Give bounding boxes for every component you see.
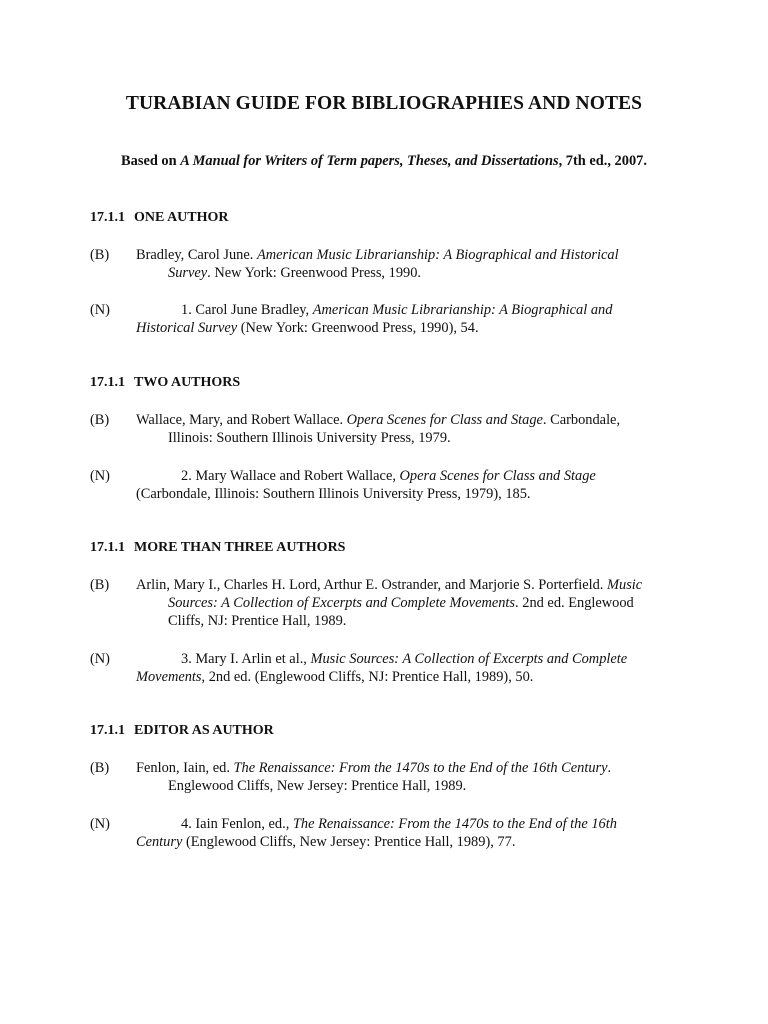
entry-line	[90, 485, 680, 503]
entry-tag: (B)	[90, 247, 110, 263]
entry-line	[90, 650, 680, 668]
entry-text: Wallace, Mary, and Robert Wallace.	[136, 412, 347, 428]
bibliography-entry	[90, 246, 680, 282]
entry-title-text: The Renaissance: From the 1470s to the End of the 16th Century	[233, 760, 608, 776]
entry-text: . Carbondale,	[542, 412, 621, 428]
entry-text: 3. Mary I. Arlin et al.,	[181, 651, 311, 667]
entry-tag: (N)	[90, 651, 110, 667]
entry-text: . 2nd ed. Englewood	[515, 595, 634, 611]
entry-title-text: The Renaissance: From the 1470s to the End of the 16th	[292, 816, 617, 832]
entry-text: . New York: Greenwood Press, 1990.	[207, 265, 422, 281]
entry-title-text: Survey	[168, 265, 208, 281]
note-entry	[90, 815, 680, 851]
section-title: ONE AUTHOR	[134, 210, 229, 225]
entry-title-text: American Music Librarianship: A Biographical and	[312, 302, 613, 318]
bibliography-entry	[90, 576, 680, 630]
entry-line	[90, 319, 680, 337]
entry-title-text: Opera Scenes for Class and Stage	[399, 468, 596, 484]
entry-title-text: Opera Scenes for Class and Stage	[346, 412, 543, 428]
entry-line	[90, 246, 680, 264]
entry-line	[90, 576, 680, 594]
entry-text: , 2nd ed. (Englewood Cliffs, NJ: Prentice Hall, 1989), 50.	[201, 669, 534, 685]
section-number: 17.1.1	[90, 210, 125, 225]
entry-title-text: Music	[607, 577, 643, 593]
entry-text: 2. Mary Wallace and Robert Wallace,	[181, 468, 400, 484]
entry-text: 1. Carol June Bradley,	[181, 302, 313, 318]
entry-line	[90, 668, 680, 686]
entry-line	[90, 777, 680, 795]
note-entry	[90, 301, 680, 337]
entry-title-text: Historical Survey	[136, 320, 238, 336]
bibliography-entry	[90, 411, 680, 447]
entry-text: (New York: Greenwood Press, 1990), 54.	[237, 320, 479, 336]
page-title: TURABIAN GUIDE FOR BIBLIOGRAPHIES AND NOTES	[125, 93, 643, 114]
section-heading-one-author	[90, 210, 229, 226]
section-number: 17.1.1	[90, 540, 125, 555]
section-heading-more-than-three-authors	[90, 540, 345, 556]
section-heading-editor-as-author	[90, 723, 274, 739]
entry-title-text: Music Sources: A Collection of Excerpts and Complete	[310, 651, 628, 667]
entry-title-text: Sources: A Collection of Excerpts and Complete Movements	[168, 595, 516, 611]
entry-line	[90, 429, 680, 447]
entry-text: Arlin, Mary I., Charles H. Lord, Arthur E. Ostrander, and Marjorie S. Porterfield.	[136, 577, 608, 593]
entry-line	[90, 264, 680, 282]
section-number: 17.1.1	[90, 375, 125, 390]
section-title: MORE THAN THREE AUTHORS	[134, 540, 346, 555]
entry-title-text: American Music Librarianship: A Biographical and Historical	[256, 247, 619, 263]
entry-text: 4. Iain Fenlon, ed.,	[181, 816, 293, 832]
subtitle-suffix: , 7th ed., 2007.	[558, 153, 647, 169]
subtitle-book-title: A Manual for Writers of Term papers, Theses, and Dissertations	[180, 153, 559, 169]
page-subtitle	[0, 153, 768, 170]
entry-tag: (B)	[90, 760, 110, 776]
entry-line	[90, 759, 680, 777]
entry-line	[90, 612, 680, 630]
entry-text: Fenlon, Iain, ed.	[136, 760, 234, 776]
entry-tag: (B)	[90, 577, 110, 593]
entry-line	[90, 411, 680, 429]
section-heading-two-authors	[90, 375, 240, 391]
entry-text: Englewood Cliffs, New Jersey: Prentice Hall, 1989.	[168, 778, 467, 794]
entry-line	[90, 833, 680, 851]
section-number: 17.1.1	[90, 723, 125, 738]
entry-tag: (B)	[90, 412, 110, 428]
entry-title-text: Movements	[136, 669, 202, 685]
bibliography-entry	[90, 759, 680, 795]
section-title: EDITOR AS AUTHOR	[134, 723, 274, 738]
note-entry	[90, 467, 680, 503]
entry-line	[90, 467, 680, 485]
entry-line	[90, 815, 680, 833]
entry-tag: (N)	[90, 302, 110, 318]
subtitle-prefix: Based on	[121, 153, 181, 169]
entry-line	[90, 594, 680, 612]
entry-text: Illinois: Southern Illinois University Press, 1979.	[168, 430, 451, 446]
entry-text: .	[607, 760, 612, 776]
entry-text: Cliffs, NJ: Prentice Hall, 1989.	[168, 613, 347, 629]
entry-text: Bradley, Carol June.	[136, 247, 257, 263]
entry-text: (Carbondale, Illinois: Southern Illinois University Press, 1979), 185.	[136, 486, 531, 502]
entry-title-text: Century	[136, 834, 183, 850]
entry-text: (Englewood Cliffs, New Jersey: Prentice Hall, 1989), 77.	[182, 834, 516, 850]
entry-tag: (N)	[90, 468, 110, 484]
section-title: TWO AUTHORS	[134, 375, 241, 390]
entry-tag: (N)	[90, 816, 110, 832]
entry-line	[90, 301, 680, 319]
note-entry	[90, 650, 680, 686]
